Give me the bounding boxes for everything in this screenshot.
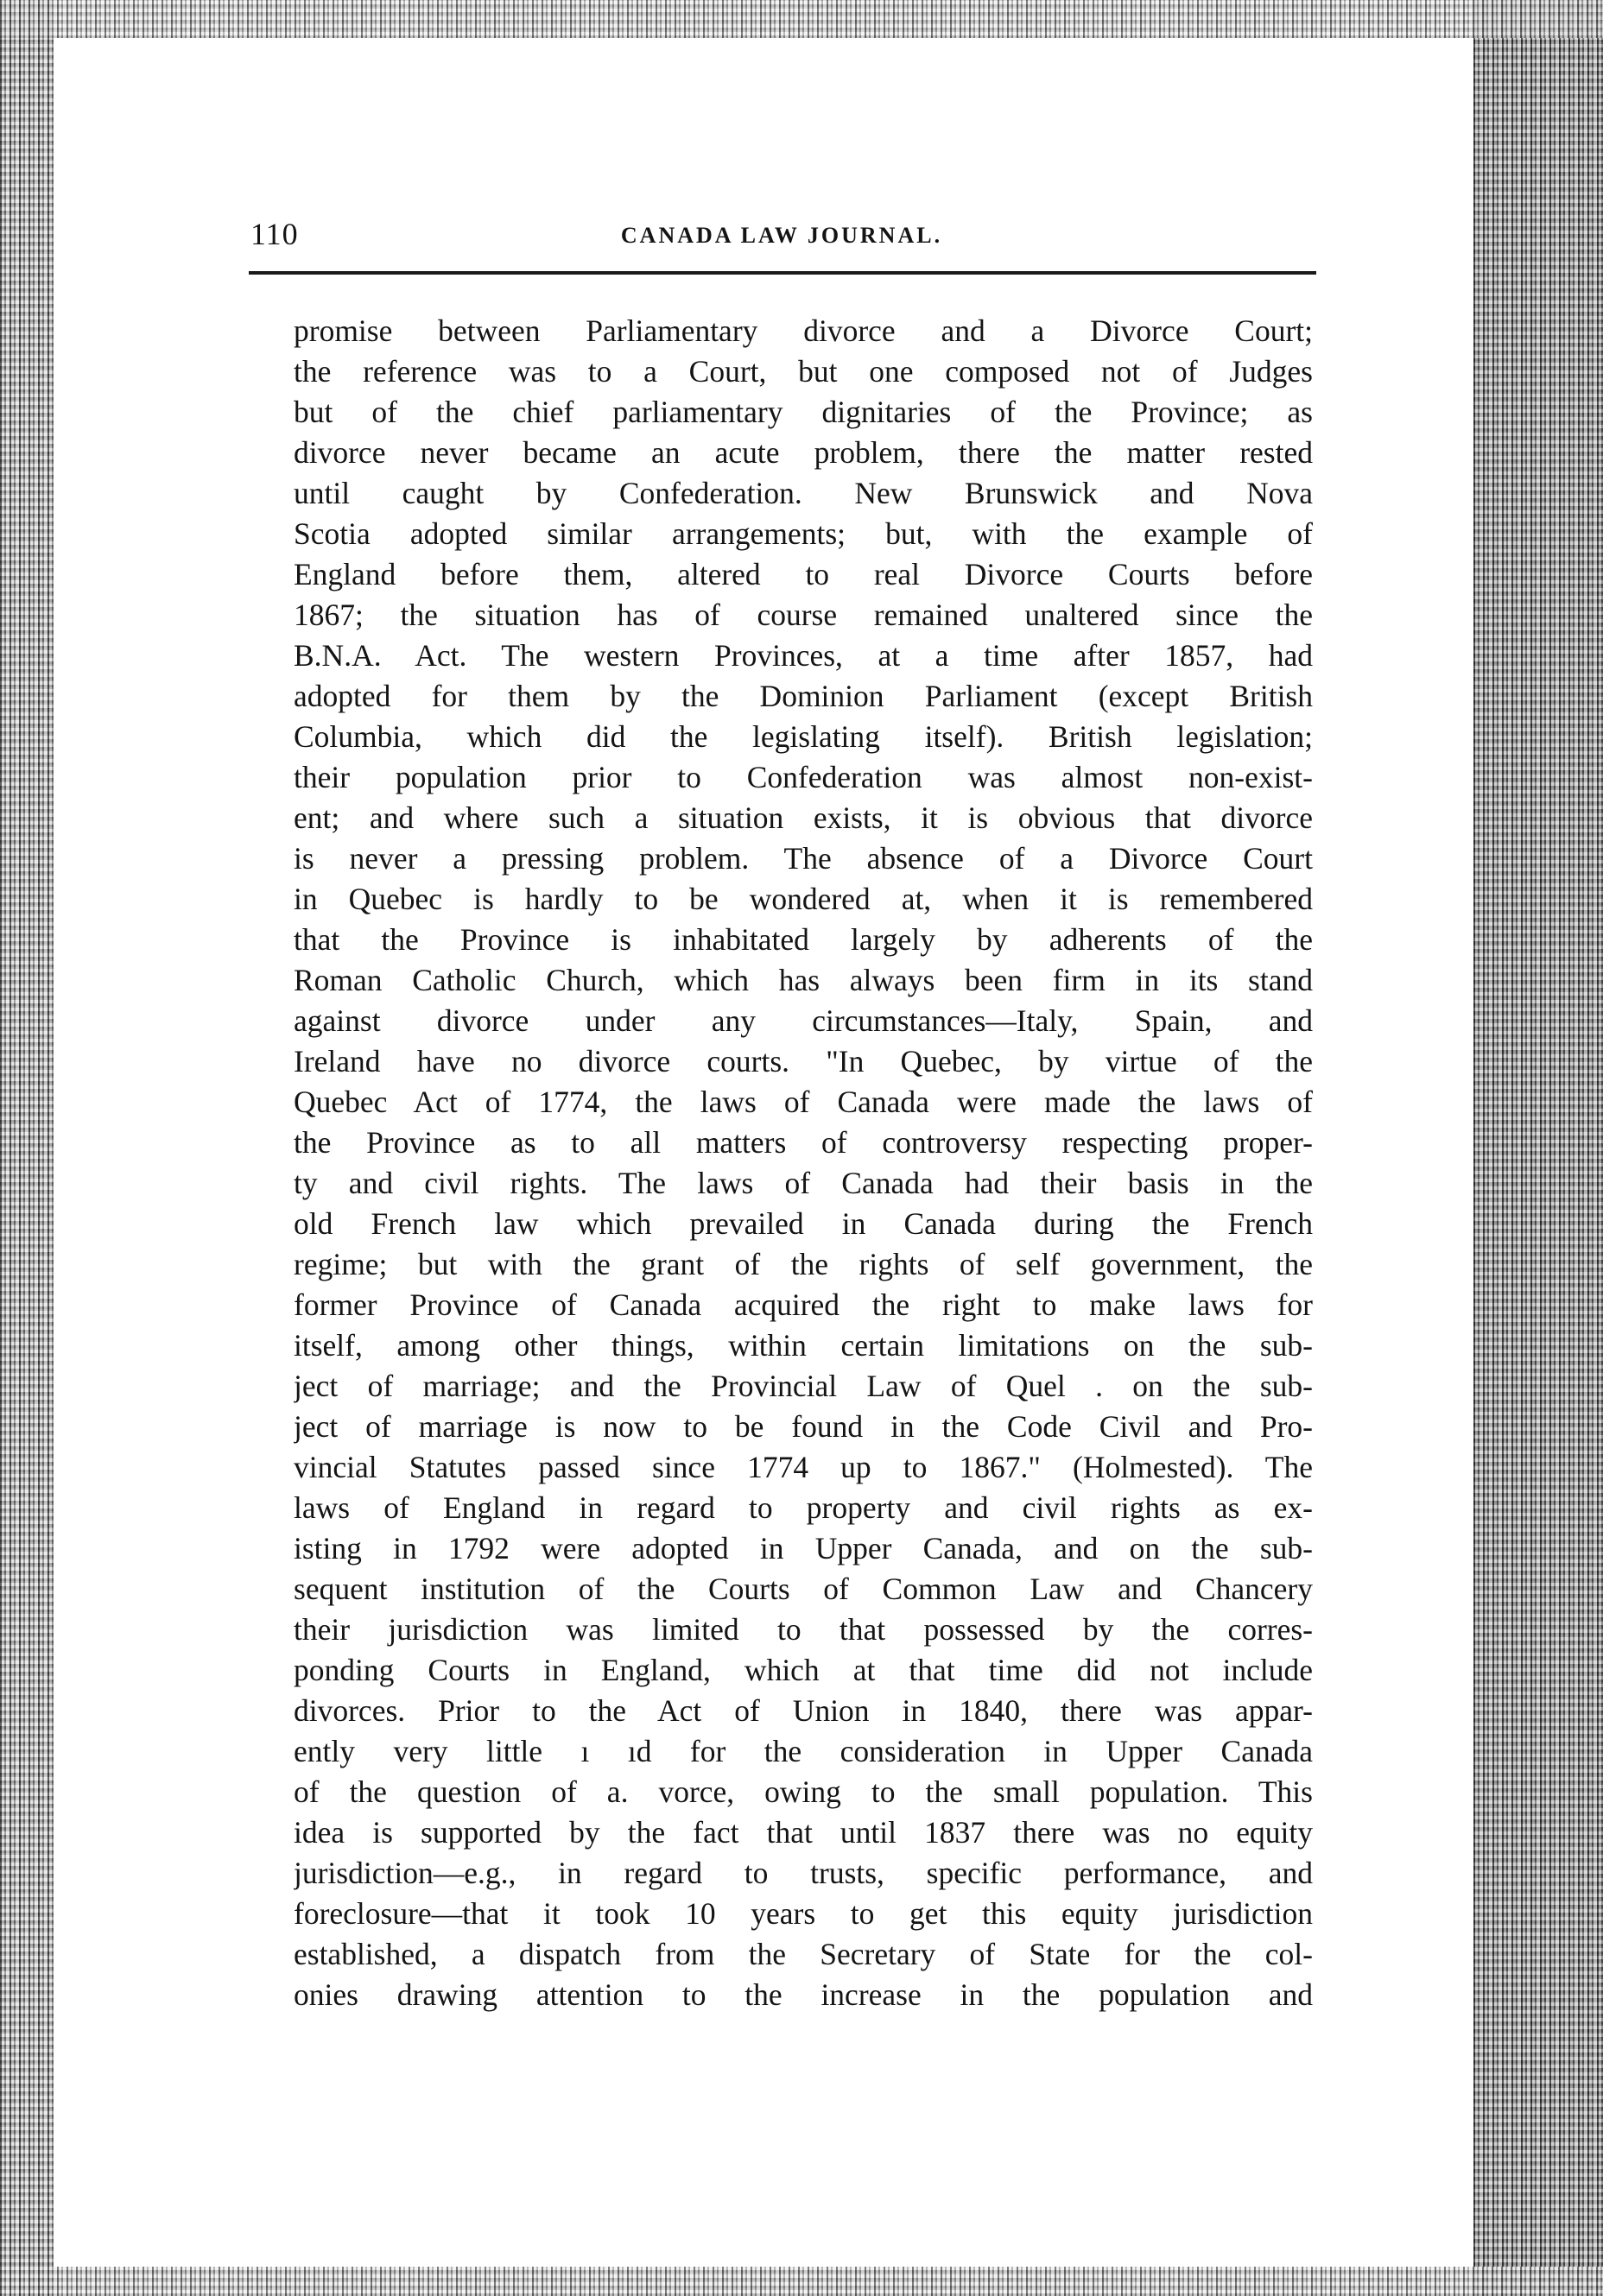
text-line: jurisdiction—e.g., in regard to trusts, specific performance, and xyxy=(294,1856,1313,1890)
text-line: regime; but with the grant of the rights of self government, the xyxy=(294,1247,1313,1281)
text-line: foreclosure—that it took 10 years to get this equity jurisdiction xyxy=(294,1896,1313,1931)
text-line: ty and civil rights. The laws of Canada had their basis in the xyxy=(294,1166,1313,1200)
text-line: the Province as to all matters of controversy respecting proper- xyxy=(294,1125,1313,1160)
text-line: established, a dispatch from the Secretary of State for the col- xyxy=(294,1937,1313,1971)
text-line: is never a pressing problem. The absence of a Divorce Court xyxy=(294,841,1313,876)
page-number: 110 xyxy=(250,217,299,251)
scan-edge-right xyxy=(1473,0,1603,2296)
text-line: B.N.A. Act. The western Provinces, at a time after 1857, had xyxy=(294,638,1313,673)
text-line: promise between Parliamentary divorce and a Divorce Court; xyxy=(294,313,1313,348)
scan-edge-left xyxy=(0,0,54,2296)
running-head xyxy=(250,216,1313,268)
text-line: adopted for them by the Dominion Parliament (except British xyxy=(294,679,1313,713)
text-line: England before them, altered to real Divorce Courts before xyxy=(294,557,1313,591)
text-line: onies drawing attention to the increase in the population and xyxy=(294,1977,1313,2012)
scan-edge-bottom xyxy=(0,2267,1603,2296)
text-line: that the Province is inhabitated largely by adherents of the xyxy=(294,922,1313,957)
text-line: Roman Catholic Church, which has always been firm in its stand xyxy=(294,963,1313,997)
text-line: the reference was to a Court, but one composed not of Judges xyxy=(294,354,1313,389)
journal-title: CANADA LAW JOURNAL. xyxy=(620,223,943,248)
text-line: ponding Courts in England, which at that time did not include xyxy=(294,1653,1313,1687)
text-line: Quebec Act of 1774, the laws of Canada were made the laws of xyxy=(294,1085,1313,1119)
text-line: old French law which prevailed in Canada during the French xyxy=(294,1206,1313,1241)
text-line: laws of England in regard to property and civil rights as ex- xyxy=(294,1490,1313,1525)
text-line: isting in 1792 were adopted in Upper Canada, and on the sub- xyxy=(294,1531,1313,1565)
text-line: of the question of a. vorce, owing to the small population. This xyxy=(294,1774,1313,1809)
text-line: until caught by Confederation. New Brunswick and Nova xyxy=(294,476,1313,510)
text-line: but of the chief parliamentary dignitaries of the Province; as xyxy=(294,395,1313,429)
header-rule xyxy=(249,271,1316,275)
text-line: vincial Statutes passed since 1774 up to 1867." (Holmested). The xyxy=(294,1450,1313,1484)
scan-edge-top xyxy=(0,0,1603,38)
text-line: their jurisdiction was limited to that possessed by the corres- xyxy=(294,1612,1313,1647)
text-line: divorces. Prior to the Act of Union in 1840, there was appar- xyxy=(294,1693,1313,1728)
text-line: ject of marriage is now to be found in the Code Civil and Pro- xyxy=(294,1409,1313,1444)
text-line: idea is supported by the fact that until 1837 there was no equity xyxy=(294,1815,1313,1850)
text-line: ent; and where such a situation exists, it is obvious that divorce xyxy=(294,800,1313,835)
text-line: former Province of Canada acquired the right to make laws for xyxy=(294,1287,1313,1322)
body-text xyxy=(294,311,1313,2064)
text-line: against divorce under any circumstances—Italy, Spain, and xyxy=(294,1003,1313,1038)
text-line: in Quebec is hardly to be wondered at, when it is remembered xyxy=(294,882,1313,916)
text-line: divorce never became an acute problem, there the matter rested xyxy=(294,435,1313,470)
text-line: Ireland have no divorce courts. "In Quebec, by virtue of the xyxy=(294,1044,1313,1078)
text-line: itself, among other things, within certain limitations on the sub- xyxy=(294,1328,1313,1363)
text-line: ently very little ı ıd for the consideration in Upper Canada xyxy=(294,1734,1313,1768)
text-line: 1867; the situation has of course remained unaltered since the xyxy=(294,598,1313,632)
text-line: Columbia, which did the legislating itself). British legislation; xyxy=(294,719,1313,754)
text-line: Scotia adopted similar arrangements; but, with the example of xyxy=(294,516,1313,551)
text-line: their population prior to Confederation was almost non-exist- xyxy=(294,760,1313,794)
text-line: ject of marriage; and the Provincial Law of Quel . on the sub- xyxy=(294,1369,1313,1403)
text-line: sequent institution of the Courts of Common Law and Chancery xyxy=(294,1572,1313,1606)
